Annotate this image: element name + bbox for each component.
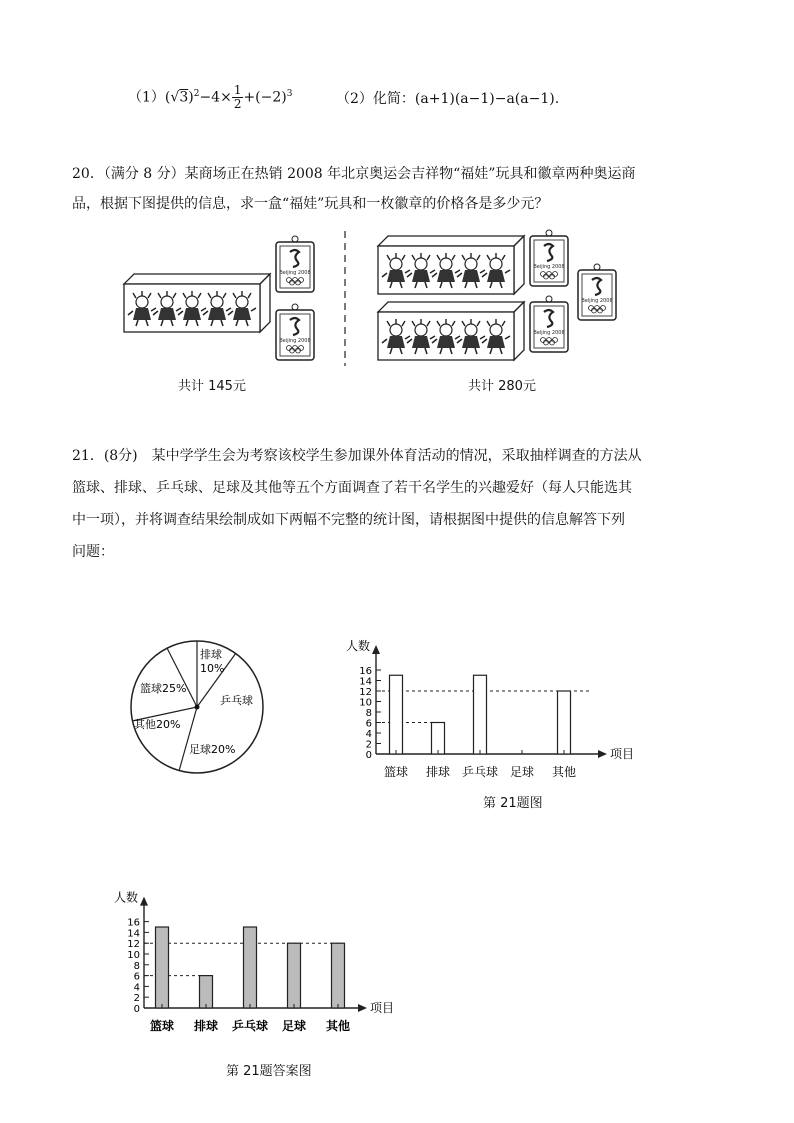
q19-part2: （2）化简：(a+1)(a−1)−a(a−1).: [336, 91, 560, 107]
pie-center: [195, 705, 200, 710]
q20-caption-left: 共计 145元: [178, 379, 246, 394]
y-tick-label: 6: [365, 718, 372, 730]
x-axis-label: 项目: [610, 747, 635, 761]
q20-line2: 品，根据下图提供的信息，求一盒“福娃”玩具和一枚徽章的价格各是多少元？: [72, 196, 549, 212]
y-tick-label: 2: [133, 993, 140, 1005]
left-doll-box: [124, 274, 270, 332]
bar: [558, 691, 571, 754]
q19-fraction: [232, 84, 244, 111]
fraction-numerator: 1: [233, 83, 242, 97]
x-tick-label: 足球: [509, 765, 535, 779]
q21-line4: 问题：: [72, 544, 114, 560]
x-tick-label: 排球: [425, 765, 451, 779]
y-tick-label: 8: [365, 708, 372, 719]
y-axis-label: 人数: [346, 639, 371, 653]
q19-part1-label: （1）: [128, 89, 165, 106]
y-tick-label: 2: [365, 739, 372, 751]
x-tick-label: 其他: [551, 765, 577, 779]
right-badge-1: [530, 230, 568, 286]
y-tick-label: 14: [359, 676, 372, 688]
q21-line1: 21．(8分) 某中学学生会为考察该校学生参加课外体育活动的情况，采取抽样调查的方法从: [72, 448, 642, 464]
right-badge-3: [578, 264, 616, 320]
y-axis-label: 人数: [114, 890, 139, 905]
y-axis-arrow: [372, 645, 380, 654]
q19-sqrt-radicand: 3: [179, 89, 189, 106]
q20-line1: 20．（满分 8 分）某商场正在热销 2008 年北京奥运会吉祥物“福娃”玩具和徽章两种奥运商: [72, 166, 636, 182]
bar-chart-answer-caption: 第 21题答案图: [226, 1064, 312, 1079]
pie-label-basketball: 篮球25%: [140, 682, 187, 695]
x-tick-label: 足球: [281, 1019, 307, 1033]
y-tick-label: 8: [133, 960, 140, 972]
y-tick-label: 6: [133, 971, 140, 983]
bar-chart-question: [346, 622, 646, 782]
right-doll-box-1: [378, 236, 524, 294]
x-axis-arrow: [598, 750, 607, 758]
bar: [390, 675, 403, 754]
left-badge-1: [276, 236, 314, 292]
pie-label-football: 足球20%: [189, 743, 236, 756]
left-badge-2: [276, 304, 314, 360]
pie-label-volleyball: 排球: [200, 648, 222, 661]
y-tick-label: 4: [365, 729, 372, 740]
q19-square-exponent: 2: [193, 88, 200, 99]
y-tick-label: 12: [127, 939, 140, 951]
y-tick-label: 14: [127, 928, 140, 940]
fraction-denominator: 2: [233, 97, 242, 111]
pie-chart: [118, 636, 278, 782]
bar: [244, 927, 257, 1008]
bar: [474, 675, 487, 754]
y-tick-label: 10: [359, 697, 372, 709]
y-tick-label: 4: [133, 982, 140, 994]
x-tick-label: 乒乓球: [231, 1019, 269, 1033]
q21-line3: 中一项），并将调查结果绘制成如下两幅不完整的统计图，请根据图中提供的信息解答下列: [72, 512, 625, 528]
x-tick-label: 乒乓球: [461, 765, 499, 779]
q19-mid: −4×: [199, 89, 232, 106]
q21-line2: 篮球、排球、乒乓球、足球及其他等五个方面调查了若干名学生的兴趣爱好（每人只能选其: [72, 480, 632, 496]
y-tick-label: 16: [359, 666, 372, 677]
x-tick-label: 排球: [193, 1019, 219, 1033]
bar: [432, 723, 445, 755]
bar-chart-answer: [108, 870, 408, 1040]
bar-chart-question-caption: 第 21题图: [483, 796, 543, 811]
y-tick-label: 0: [365, 750, 372, 761]
y-tick-label: 12: [359, 687, 372, 698]
pie-label-pingpong: 乒乓球: [220, 694, 253, 707]
right-doll-box-2: [378, 302, 524, 360]
bar: [156, 927, 169, 1008]
right-badge-2: [530, 296, 568, 352]
x-axis-label: 项目: [370, 1001, 395, 1015]
pie-label-volleyball-pct: 10%: [200, 662, 225, 675]
pie-label-other: 其他20%: [134, 718, 181, 731]
bar: [288, 943, 301, 1008]
y-tick-label: 16: [127, 917, 140, 929]
q19-tail: +(−2): [243, 89, 287, 106]
bar: [200, 976, 213, 1008]
x-tick-label: 篮球: [149, 1019, 175, 1033]
bar: [332, 943, 345, 1008]
x-tick-label: 篮球: [383, 765, 409, 779]
q19-part1: $(1)(√3)^2-4\times$ $\frac{1}{2}$ $+(-2)^3$: [128, 83, 293, 111]
q20-caption-right: 共计 280元: [468, 379, 536, 394]
y-tick-label: 0: [133, 1004, 140, 1015]
x-tick-label: 其他: [325, 1019, 351, 1033]
q19-cube-exponent: 3: [286, 88, 293, 99]
y-axis-arrow: [140, 897, 148, 906]
x-axis-arrow: [358, 1004, 367, 1012]
y-tick-label: 10: [127, 950, 140, 961]
q20-illustration: Beijing 2008: [120, 226, 640, 371]
